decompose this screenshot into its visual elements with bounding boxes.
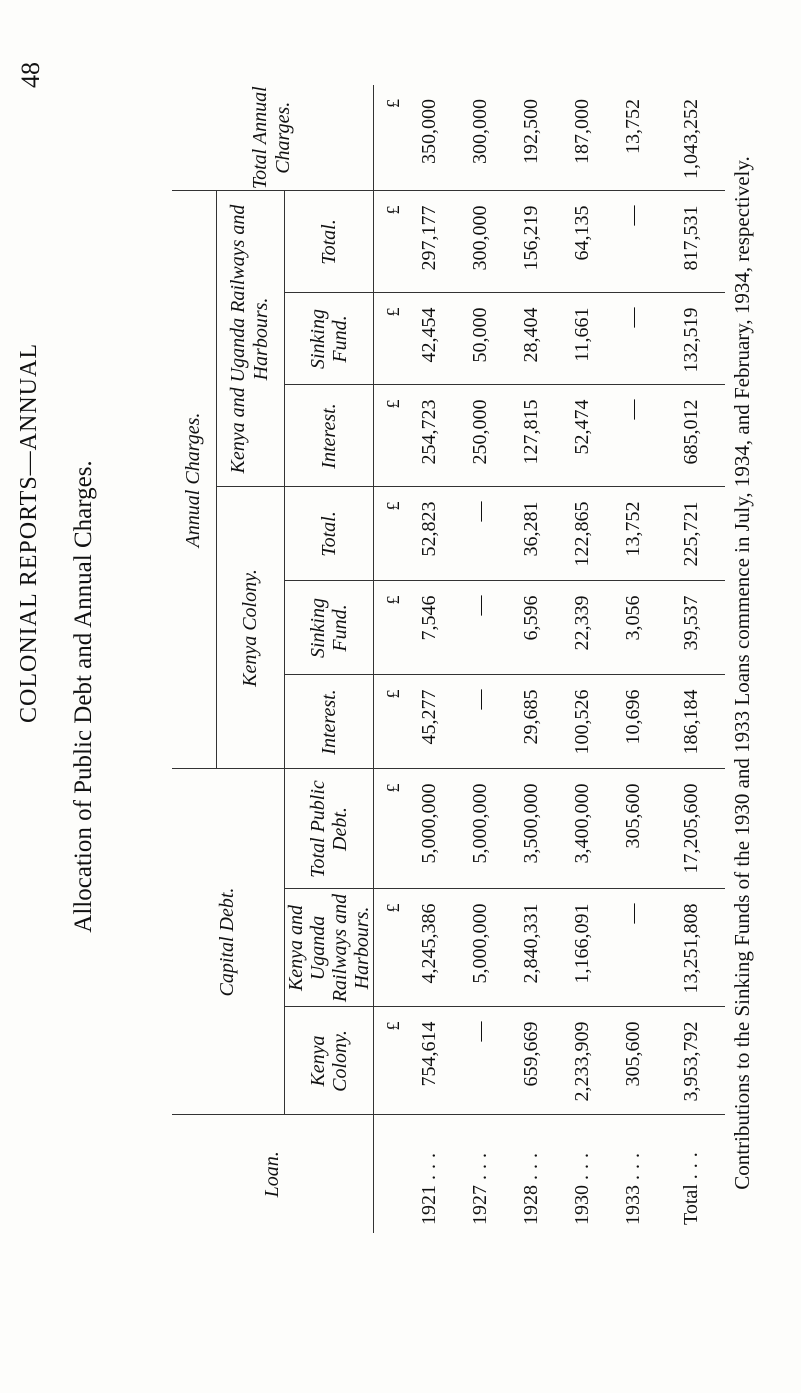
col-kc-sinking-fund: Sinking Fund. <box>284 581 373 675</box>
annual-total-cell: 192,500 <box>506 85 557 191</box>
rw-total-cell: — <box>608 191 659 293</box>
running-head: COLONIAL REPORTS—ANNUAL <box>16 343 42 723</box>
rw-interest-cell: 127,815 <box>506 385 557 487</box>
kc-sinking-cell: 7,546 <box>404 581 455 675</box>
rw-debt-cell: 5,000,000 <box>455 889 506 1007</box>
leader-dots: ... <box>468 1147 491 1180</box>
kc-interest-cell: 100,526 <box>557 675 608 769</box>
rw-interest-cell: — <box>608 385 659 487</box>
kc-interest-cell: — <box>455 675 506 769</box>
kc-sinking-cell: 22,339 <box>557 581 608 675</box>
kc-sinking-total: 39,537 <box>659 581 725 675</box>
kc-interest-cell: 29,685 <box>506 675 557 769</box>
kc-total-cell: 52,823 <box>404 487 455 581</box>
page-number: 48 <box>16 62 45 88</box>
rw-debt-cell: 2,840,331 <box>506 889 557 1007</box>
kc-sinking-cell: — <box>455 581 506 675</box>
group-kenya-colony: Kenya Colony. <box>216 487 284 769</box>
currency-row <box>373 85 404 1233</box>
rw-sinking-cell: 42,454 <box>404 293 455 385</box>
rw-debt-cell: — <box>608 889 659 1007</box>
col-rw-sinking-fund: Sinking Fund. <box>284 293 373 385</box>
kc-interest-cell: 45,277 <box>404 675 455 769</box>
total-debt-cell: 5,000,000 <box>404 769 455 889</box>
leader-dots: ... <box>570 1147 593 1180</box>
annual-total-cell: 300,000 <box>455 85 506 191</box>
kc-charges-total: 225,721 <box>659 487 725 581</box>
total-debt-cell: 305,600 <box>608 769 659 889</box>
currency-symbol: £ <box>373 1007 404 1115</box>
rw-interest-total: 685,012 <box>659 385 725 487</box>
table-row <box>404 85 455 1233</box>
currency-symbol: £ <box>373 191 404 293</box>
col-rw-total: Total. <box>284 191 373 293</box>
kc-interest-cell: 10,696 <box>608 675 659 769</box>
total-debt-cell: 5,000,000 <box>455 769 506 889</box>
rw-interest-cell: 254,723 <box>404 385 455 487</box>
debt-allocation-table <box>172 85 725 1233</box>
kc-total-cell: 122,865 <box>557 487 608 581</box>
kc-debt-total: 3,953,792 <box>659 1007 725 1115</box>
kc-debt-cell: 2,233,909 <box>557 1007 608 1115</box>
rw-total-cell: 297,177 <box>404 191 455 293</box>
group-capital-debt: Capital Debt. <box>172 769 284 1115</box>
table-row <box>608 85 659 1233</box>
table-row <box>557 85 608 1233</box>
currency-symbol: £ <box>373 581 404 675</box>
kc-debt-cell: 659,669 <box>506 1007 557 1115</box>
loan-year: 1933 <box>621 1185 644 1225</box>
total-debt-cell: 3,500,000 <box>506 769 557 889</box>
leader-dots: ... <box>621 1147 644 1180</box>
col-rw-interest: Interest. <box>284 385 373 487</box>
currency-symbol: £ <box>373 85 404 191</box>
rw-total-cell: 156,219 <box>506 191 557 293</box>
currency-symbol: £ <box>373 293 404 385</box>
kc-total-cell: 13,752 <box>608 487 659 581</box>
leader-dots: ... <box>417 1147 440 1180</box>
col-kc-total: Total. <box>284 487 373 581</box>
page-title: Allocation of Public Debt and Annual Charges. <box>70 460 97 933</box>
col-railways-debt: Kenya and Uganda Railways and Harbours. <box>284 889 373 1007</box>
table-row <box>506 85 557 1233</box>
footnote: Contributions to the Sinking Funds of the 1930 and 1933 Loans commence in July, 1934, and February, 1934, respectively. <box>730 156 754 1190</box>
loan-year: 1928 <box>519 1185 542 1225</box>
currency-symbol: £ <box>373 889 404 1007</box>
group-annual-charges: Annual Charges. <box>172 191 216 769</box>
rw-total-cell: 64,135 <box>557 191 608 293</box>
kc-total-cell: 36,281 <box>506 487 557 581</box>
rw-total-cell: 300,000 <box>455 191 506 293</box>
col-kenya-colony-debt: Kenya Colony. <box>284 1007 373 1115</box>
col-total-public-debt: Total Public Debt. <box>284 769 373 889</box>
currency-symbol: £ <box>373 769 404 889</box>
loan-year: 1927 <box>468 1185 491 1225</box>
col-total-annual-charges: Total Annual Charges. <box>172 85 373 191</box>
kc-total-cell: — <box>455 487 506 581</box>
rw-sinking-cell: 50,000 <box>455 293 506 385</box>
group-kenya-railways: Kenya and Uganda Railways and Harbours. <box>216 191 284 487</box>
annual-total-cell: 187,000 <box>557 85 608 191</box>
rw-debt-cell: 1,166,091 <box>557 889 608 1007</box>
kc-interest-total: 186,184 <box>659 675 725 769</box>
kc-debt-cell: — <box>455 1007 506 1115</box>
currency-symbol: £ <box>373 487 404 581</box>
rw-sinking-cell: 28,404 <box>506 293 557 385</box>
kc-sinking-cell: 6,596 <box>506 581 557 675</box>
annual-total-cell: 13,752 <box>608 85 659 191</box>
rw-sinking-cell: 11,661 <box>557 293 608 385</box>
rw-sinking-total: 132,519 <box>659 293 725 385</box>
total-row <box>659 85 725 1233</box>
rw-debt-total: 13,251,808 <box>659 889 725 1007</box>
kc-debt-cell: 754,614 <box>404 1007 455 1115</box>
col-kc-interest: Interest. <box>284 675 373 769</box>
leader-dots: ... <box>519 1147 542 1180</box>
total-label: Total <box>680 1184 702 1225</box>
public-debt-total: 17,205,600 <box>659 769 725 889</box>
rw-charges-total: 817,531 <box>659 191 725 293</box>
total-debt-cell: 3,400,000 <box>557 769 608 889</box>
kc-sinking-cell: 3,056 <box>608 581 659 675</box>
rw-sinking-cell: — <box>608 293 659 385</box>
rw-interest-cell: 52,474 <box>557 385 608 487</box>
currency-symbol: £ <box>373 675 404 769</box>
loan-year: 1921 <box>417 1185 440 1225</box>
kc-debt-cell: 305,600 <box>608 1007 659 1115</box>
annual-total-cell: 350,000 <box>404 85 455 191</box>
table-row <box>455 85 506 1233</box>
loan-year: 1930 <box>570 1185 593 1225</box>
annual-charges-total: 1,043,252 <box>659 85 725 191</box>
leader-dots: ... <box>680 1146 702 1180</box>
rw-debt-cell: 4,245,386 <box>404 889 455 1007</box>
col-loan: Loan. <box>172 1115 373 1233</box>
rw-interest-cell: 250,000 <box>455 385 506 487</box>
currency-symbol: £ <box>373 385 404 487</box>
